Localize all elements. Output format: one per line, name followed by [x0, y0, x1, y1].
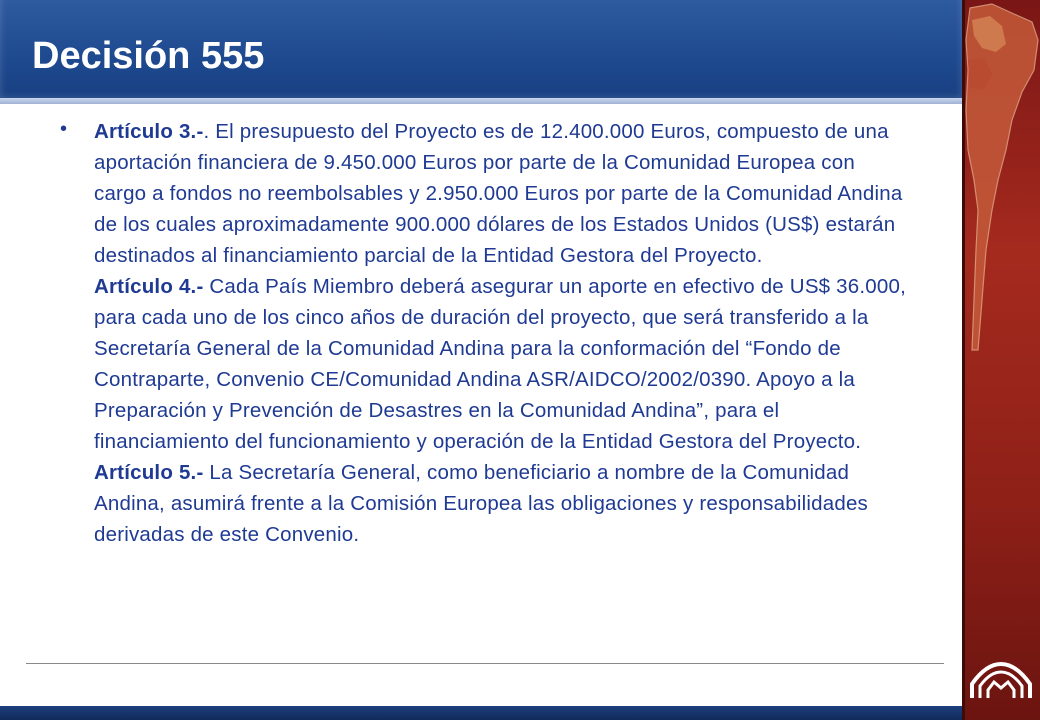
article-4-text: Cada País Miembro deberá asegurar un aporte en efectivo de US$ 36.000, para cada uno de los cinco años de duración del proyecto, que será transferido a la Secretaría General de la Comunidad Andina para la conformación del “Fondo de Contraparte, Convenio CE/Comunidad Andina ASR/AIDCO/2002/0390. Apoyo a la Preparación y Prevención de Desastres en la Comunidad Andina”, para el financiamiento del funcionamiento y operación de la Entidad Gestora del Proyecto.: [94, 275, 906, 453]
article-4: [94, 271, 910, 457]
footer-divider: [26, 663, 944, 664]
slide-body: [60, 116, 910, 550]
article-5-text: La Secretaría General, como beneficiario a nombre de la Comunidad Andina, asumirá frente a la Comisión Europea las obligaciones y responsabilidades derivadas de este Convenio.: [94, 461, 868, 546]
slide-title: Decisión 555: [32, 35, 265, 77]
article-5-label: Artículo 5.-: [94, 461, 204, 484]
bullet-icon: •: [60, 118, 68, 140]
article-3: [94, 116, 910, 271]
comunidad-andina-logo-icon: [970, 658, 1032, 702]
article-3-label: Artículo 3.-: [94, 120, 204, 143]
bottom-bar: [0, 706, 962, 720]
south-america-map-icon: [962, 0, 1040, 360]
article-3-text: . El presupuesto del Proyecto es de 12.400.000 Euros, compuesto de una aportación financiera de 9.450.000 Euros por parte de la Comunidad Europea con cargo a fondos no reembolsables y 2.950.000 Euros por parte de la Comunidad Andina de los cuales aproximadamente 900.000 dólares de los Estados Unidos (US$) estarán destinados al financiamiento parcial de la Entidad Gestora del Proyecto.: [94, 120, 903, 267]
article-list: [94, 116, 910, 550]
side-decoration-panel: [962, 0, 1040, 720]
article-5: [94, 457, 910, 550]
article-4-label: Artículo 4.-: [94, 275, 204, 298]
title-bar: [0, 0, 962, 104]
